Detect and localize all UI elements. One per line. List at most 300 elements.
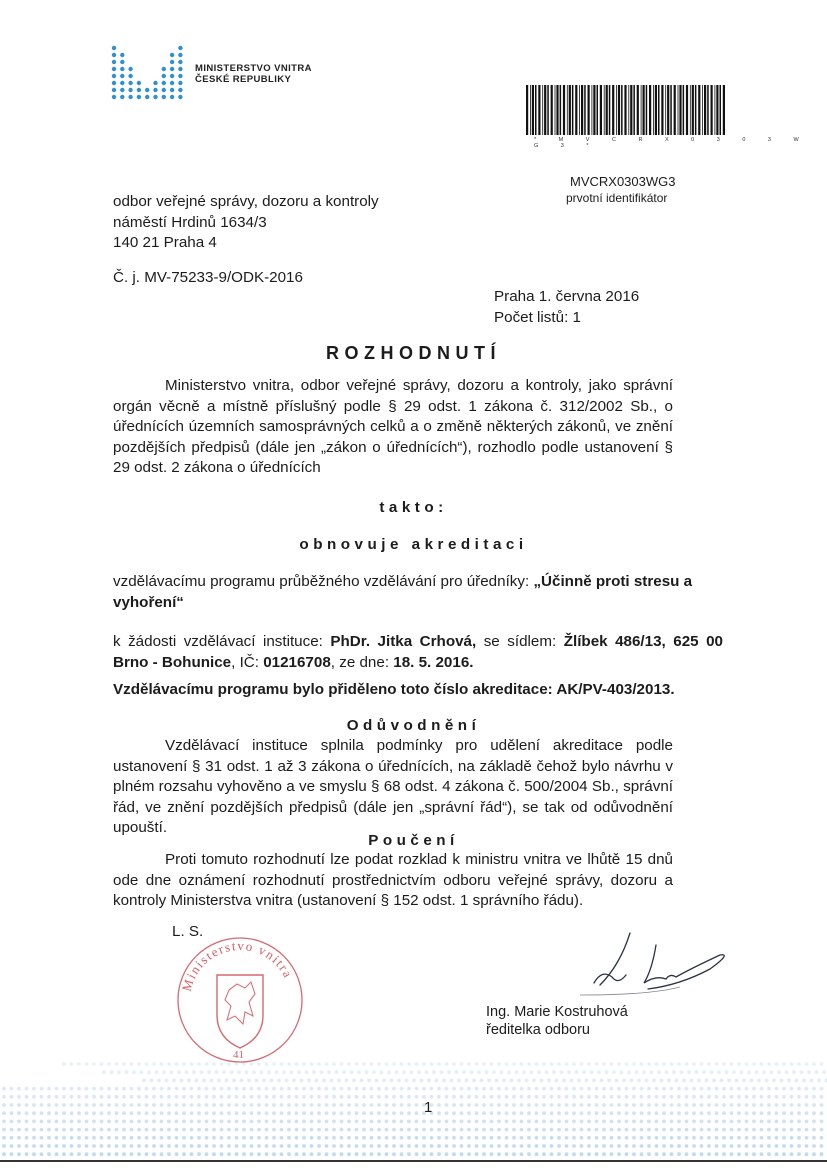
request-p3: , IČ:: [231, 653, 264, 671]
pattern-dot: [520, 1087, 524, 1091]
pattern-dot: [332, 1128, 336, 1132]
pattern-dot: [445, 1136, 449, 1140]
pattern-dot: [77, 1152, 81, 1156]
pattern-dot: [677, 1144, 681, 1148]
pattern-dot: [587, 1136, 591, 1140]
pattern-dot: [110, 1070, 114, 1074]
pattern-dot: [497, 1152, 501, 1156]
pattern-dot: [92, 1111, 96, 1115]
pattern-dot: [32, 1152, 36, 1156]
pattern-dot: [130, 1128, 134, 1132]
logo-dot: [112, 81, 116, 85]
pattern-dot: [317, 1136, 321, 1140]
pattern-dot: [632, 1103, 636, 1107]
barcode-bar: [535, 85, 537, 135]
pattern-dot: [580, 1120, 584, 1124]
pattern-dot: [380, 1070, 384, 1074]
pattern-dot: [220, 1128, 224, 1132]
pattern-dot: [737, 1103, 741, 1107]
pattern-dot: [100, 1111, 104, 1115]
pattern-dot: [365, 1070, 369, 1074]
pattern-dot: [302, 1103, 306, 1107]
pattern-dot: [602, 1103, 606, 1107]
pattern-dot: [807, 1070, 811, 1074]
pattern-dot: [392, 1128, 396, 1132]
logo-dot: [178, 95, 182, 99]
pattern-dot: [167, 1120, 171, 1124]
pattern-dot: [467, 1136, 471, 1140]
pattern-dot: [197, 1120, 201, 1124]
pattern-dot: [212, 1087, 216, 1091]
pattern-dot: [550, 1128, 554, 1132]
pattern-dot: [257, 1120, 261, 1124]
pattern-dot: [602, 1095, 606, 1099]
pattern-dot: [600, 1079, 604, 1083]
pattern-dot: [632, 1136, 636, 1140]
pattern-dot: [132, 1070, 136, 1074]
pattern-dot: [797, 1095, 801, 1099]
pattern-dot: [730, 1087, 734, 1091]
pattern-dot: [790, 1111, 794, 1115]
pattern-dot: [55, 1120, 59, 1124]
pattern-dot: [625, 1111, 629, 1115]
pattern-dot: [62, 1128, 66, 1132]
pattern-dot: [535, 1136, 539, 1140]
pattern-dot: [297, 1070, 301, 1074]
signature-icon: [560, 925, 740, 1005]
pattern-dot: [590, 1070, 594, 1074]
pattern-dot: [227, 1087, 231, 1091]
pattern-dot: [752, 1136, 756, 1140]
pattern-dot: [625, 1144, 629, 1148]
pattern-dot: [805, 1095, 809, 1099]
barcode-icon: [526, 85, 726, 135]
logo-dot: [178, 88, 182, 92]
request-p4: , ze dne:: [330, 653, 394, 671]
barcode-bar: [628, 85, 629, 135]
pattern-dot: [722, 1111, 726, 1115]
institution-seat: Žlíbek 486/13, 625 00 Brno - Bohunice: [113, 633, 723, 671]
pattern-dot: [287, 1120, 291, 1124]
pattern-dot: [677, 1128, 681, 1132]
pattern-dot: [745, 1103, 749, 1107]
pattern-dot: [760, 1087, 764, 1091]
pattern-dot: [775, 1120, 779, 1124]
pattern-dot: [25, 1144, 29, 1148]
pattern-dot: [635, 1070, 639, 1074]
pattern-dot: [257, 1136, 261, 1140]
pattern-dot: [762, 1070, 766, 1074]
pattern-dot: [760, 1136, 764, 1140]
pattern-dot: [452, 1111, 456, 1115]
pattern-dot: [115, 1095, 119, 1099]
logo-dot: [162, 88, 166, 92]
pattern-dot: [212, 1152, 216, 1156]
pattern-dot: [70, 1111, 74, 1115]
pattern-dot: [252, 1070, 256, 1074]
pattern-dot: [820, 1128, 824, 1132]
pattern-dot: [732, 1070, 736, 1074]
pattern-dot: [250, 1136, 254, 1140]
request-date: 18. 5. 2016.: [393, 653, 474, 671]
pattern-dot: [617, 1087, 621, 1091]
pattern-dot: [550, 1120, 554, 1124]
pattern-dot: [100, 1144, 104, 1148]
pattern-dot: [430, 1152, 434, 1156]
pattern-dot: [820, 1095, 824, 1099]
pattern-dot: [805, 1103, 809, 1107]
logo-dot: [178, 81, 182, 85]
sender-address: [113, 192, 379, 254]
request-p1: k žádosti vzdělávací instituce:: [113, 633, 331, 650]
pattern-dot: [707, 1095, 711, 1099]
pattern-dot: [677, 1111, 681, 1115]
pattern-dot: [677, 1136, 681, 1140]
pattern-dot: [382, 1079, 386, 1083]
pattern-dot: [542, 1087, 546, 1091]
pattern-dot: [265, 1152, 269, 1156]
pattern-dot: [497, 1103, 501, 1107]
pattern-dot: [610, 1144, 614, 1148]
pattern-dot: [415, 1144, 419, 1148]
stamp-number: 41: [233, 1049, 244, 1061]
pattern-dot: [525, 1079, 529, 1083]
pattern-dot: [737, 1144, 741, 1148]
pattern-dot: [182, 1152, 186, 1156]
pattern-dot: [502, 1079, 506, 1083]
pattern-dot: [162, 1070, 166, 1074]
pattern-dot: [122, 1144, 126, 1148]
logo-dot: [112, 74, 116, 78]
pattern-dot: [457, 1079, 461, 1083]
pattern-dot: [602, 1152, 606, 1156]
pattern-dot: [640, 1095, 644, 1099]
pattern-dot: [107, 1087, 111, 1091]
pattern-dot: [490, 1144, 494, 1148]
pattern-dot: [440, 1070, 444, 1074]
pattern-dot: [730, 1136, 734, 1140]
pattern-dot: [175, 1144, 179, 1148]
pattern-dot: [362, 1095, 366, 1099]
pattern-dot: [707, 1136, 711, 1140]
pattern-dot: [257, 1152, 261, 1156]
pattern-dot: [47, 1144, 51, 1148]
pattern-dot: [302, 1128, 306, 1132]
pattern-dot: [815, 1070, 819, 1074]
pattern-dot: [655, 1136, 659, 1140]
pattern-dot: [250, 1144, 254, 1148]
pattern-dot: [497, 1136, 501, 1140]
pattern-dot: [812, 1087, 816, 1091]
logo-dot: [178, 60, 182, 64]
pattern-dot: [520, 1144, 524, 1148]
pattern-dot: [790, 1144, 794, 1148]
barcode-bar: [530, 85, 531, 135]
pattern-dot: [655, 1103, 659, 1107]
pattern-dot: [470, 1070, 474, 1074]
pattern-dot: [130, 1062, 134, 1066]
logo-dot: [120, 88, 124, 92]
pattern-dot: [460, 1136, 464, 1140]
pattern-dot: [272, 1144, 276, 1148]
pattern-dot: [400, 1144, 404, 1148]
pattern-dot: [512, 1120, 516, 1124]
pattern-dot: [130, 1103, 134, 1107]
pattern-dot: [580, 1152, 584, 1156]
pattern-dot: [692, 1128, 696, 1132]
pattern-dot: [245, 1070, 249, 1074]
pattern-dot: [410, 1070, 414, 1074]
barcode-bar: [555, 85, 556, 135]
pattern-dot: [602, 1062, 606, 1066]
pattern-dot: [175, 1152, 179, 1156]
pattern-dot: [392, 1087, 396, 1091]
pattern-dot: [280, 1144, 284, 1148]
pattern-dot: [437, 1152, 441, 1156]
pattern-dot: [460, 1087, 464, 1091]
pattern-dot: [147, 1070, 151, 1074]
pattern-dot: [85, 1120, 89, 1124]
pattern-dot: [32, 1128, 36, 1132]
document-title: ROZHODNUTÍ: [326, 343, 501, 363]
pattern-dot: [797, 1062, 801, 1066]
pattern-dot: [347, 1136, 351, 1140]
pattern-dot: [40, 1095, 44, 1099]
logo-dot: [145, 95, 149, 99]
pattern-dot: [340, 1136, 344, 1140]
pattern-dot: [287, 1087, 291, 1091]
pattern-dot: [685, 1136, 689, 1140]
pattern-dot: [362, 1128, 366, 1132]
pattern-dot: [812, 1103, 816, 1107]
pattern-dot: [152, 1095, 156, 1099]
logo-dot: [170, 95, 174, 99]
pattern-dot: [142, 1079, 146, 1083]
pattern-dot: [377, 1087, 381, 1091]
pattern-dot: [62, 1152, 66, 1156]
pattern-dot: [85, 1128, 89, 1132]
barcode-bar: [593, 85, 595, 135]
pattern-dot: [497, 1120, 501, 1124]
barcode-bar: [674, 85, 676, 135]
pattern-dot: [760, 1128, 764, 1132]
pattern-dot: [227, 1111, 231, 1115]
pattern-dot: [40, 1144, 44, 1148]
pattern-dot: [670, 1120, 674, 1124]
pattern-dot: [220, 1136, 224, 1140]
pattern-dot: [122, 1120, 126, 1124]
pattern-dot: [282, 1070, 286, 1074]
barcode-bar: [678, 85, 679, 135]
pattern-dot: [115, 1111, 119, 1115]
pattern-dot: [115, 1128, 119, 1132]
pattern-dot: [117, 1070, 121, 1074]
pattern-dot: [527, 1120, 531, 1124]
pattern-dot: [2, 1144, 6, 1148]
pattern-dot: [407, 1152, 411, 1156]
pattern-dot: [767, 1152, 771, 1156]
pattern-dot: [595, 1152, 599, 1156]
pattern-dot: [390, 1079, 394, 1083]
pattern-dot: [565, 1152, 569, 1156]
request-p2: se sídlem:: [476, 633, 564, 650]
barcode-bar: [560, 85, 562, 135]
logo-dot: [112, 46, 116, 50]
pattern-dot: [145, 1103, 149, 1107]
pattern-dot: [190, 1103, 194, 1107]
pattern-dot: [85, 1103, 89, 1107]
pattern-dot: [655, 1128, 659, 1132]
pattern-dot: [625, 1152, 629, 1156]
accreditation-number: Vzdělávacímu programu bylo přiděleno toto číslo akreditace: AK/PV-403/2013.: [113, 681, 675, 698]
pattern-dot: [745, 1120, 749, 1124]
pattern-dot: [520, 1120, 524, 1124]
pattern-dot: [752, 1103, 756, 1107]
pattern-dot: [475, 1103, 479, 1107]
pattern-dot: [137, 1087, 141, 1091]
pattern-dot: [62, 1087, 66, 1091]
pattern-dot: [145, 1062, 149, 1066]
pattern-dot: [77, 1111, 81, 1115]
pattern-dot: [47, 1128, 51, 1132]
pattern-dot: [302, 1144, 306, 1148]
pattern-dot: [700, 1062, 704, 1066]
pattern-dot: [272, 1120, 276, 1124]
pattern-dot: [512, 1062, 516, 1066]
pattern-dot: [220, 1152, 224, 1156]
pattern-dot: [497, 1087, 501, 1091]
pattern-dot: [760, 1103, 764, 1107]
pattern-dot: [580, 1128, 584, 1132]
pattern-dot: [47, 1087, 51, 1091]
pattern-dot: [32, 1120, 36, 1124]
pattern-dot: [77, 1103, 81, 1107]
pattern-dot: [737, 1111, 741, 1115]
pattern-dot: [745, 1087, 749, 1091]
pattern-dot: [615, 1079, 619, 1083]
pattern-dot: [160, 1103, 164, 1107]
pattern-dot: [812, 1120, 816, 1124]
pattern-dot: [2, 1095, 6, 1099]
pattern-dot: [580, 1111, 584, 1115]
pattern-dot: [407, 1120, 411, 1124]
pattern-dot: [340, 1128, 344, 1132]
pattern-dot: [375, 1079, 379, 1083]
pattern-dot: [302, 1120, 306, 1124]
pattern-dot: [715, 1087, 719, 1091]
barcode-bar: [683, 85, 685, 135]
pattern-dot: [790, 1087, 794, 1091]
pattern-dot: [320, 1070, 324, 1074]
pattern-dot: [407, 1111, 411, 1115]
pattern-dot: [310, 1111, 314, 1115]
pattern-dot: [167, 1103, 171, 1107]
pattern-dot: [25, 1103, 29, 1107]
pattern-dot: [475, 1152, 479, 1156]
pattern-dot: [535, 1128, 539, 1132]
pattern-dot: [242, 1111, 246, 1115]
pattern-dot: [535, 1095, 539, 1099]
pattern-dot: [47, 1111, 51, 1115]
pattern-dot: [812, 1152, 816, 1156]
pattern-dot: [475, 1111, 479, 1115]
pattern-dot: [602, 1111, 606, 1115]
pattern-dot: [800, 1070, 804, 1074]
pattern-dot: [490, 1136, 494, 1140]
pattern-dot: [115, 1103, 119, 1107]
pattern-dot: [160, 1087, 164, 1091]
pattern-dot: [355, 1095, 359, 1099]
pattern-dot: [370, 1095, 374, 1099]
logo-dot: [112, 60, 116, 64]
pattern-dot: [527, 1144, 531, 1148]
pattern-dot: [392, 1120, 396, 1124]
pattern-dot: [40, 1087, 44, 1091]
pattern-dot: [625, 1062, 629, 1066]
pattern-dot: [317, 1144, 321, 1148]
pattern-dot: [557, 1103, 561, 1107]
pattern-dot: [40, 1111, 44, 1115]
institution-name: PhDr. Jitka Crhová,: [330, 633, 477, 650]
pattern-dot: [122, 1111, 126, 1115]
pattern-dot: [115, 1136, 119, 1140]
pattern-dot: [467, 1152, 471, 1156]
pattern-dot: [325, 1152, 329, 1156]
pattern-dot: [347, 1144, 351, 1148]
logo-dot: [112, 53, 116, 57]
pattern-dot: [437, 1120, 441, 1124]
pattern-dot: [707, 1062, 711, 1066]
pattern-dot: [557, 1136, 561, 1140]
barcode-bar: [592, 85, 593, 135]
pattern-dot: [242, 1144, 246, 1148]
pattern-dot: [292, 1079, 296, 1083]
pattern-dot: [475, 1087, 479, 1091]
pattern-dot: [287, 1095, 291, 1099]
pattern-dot: [130, 1095, 134, 1099]
pattern-dot: [775, 1062, 779, 1066]
pattern-dot: [392, 1152, 396, 1156]
pattern-dot: [572, 1062, 576, 1066]
pattern-dot: [107, 1062, 111, 1066]
pattern-dot: [85, 1087, 89, 1091]
pattern-dot: [595, 1128, 599, 1132]
pattern-dot: [522, 1070, 526, 1074]
barcode-bar: [584, 85, 586, 135]
intro-paragraph: [113, 376, 673, 479]
pattern-dot: [602, 1128, 606, 1132]
pattern-dot: [730, 1120, 734, 1124]
pattern-dot: [675, 1079, 679, 1083]
pattern-dot: [667, 1079, 671, 1083]
pattern-dot: [377, 1144, 381, 1148]
pattern-dot: [347, 1111, 351, 1115]
pattern-dot: [812, 1095, 816, 1099]
pattern-dot: [632, 1152, 636, 1156]
pattern-dot: [190, 1128, 194, 1132]
pattern-dot: [760, 1095, 764, 1099]
logo-dot: [128, 88, 132, 92]
pattern-dot: [725, 1070, 729, 1074]
pattern-dot: [260, 1070, 264, 1074]
pattern-dot: [287, 1103, 291, 1107]
pattern-dot: [657, 1070, 661, 1074]
barcode-bar: [544, 85, 546, 135]
pattern-dot: [235, 1103, 239, 1107]
pattern-dot: [10, 1120, 14, 1124]
pattern-dot: [475, 1095, 479, 1099]
pattern-dot: [715, 1128, 719, 1132]
